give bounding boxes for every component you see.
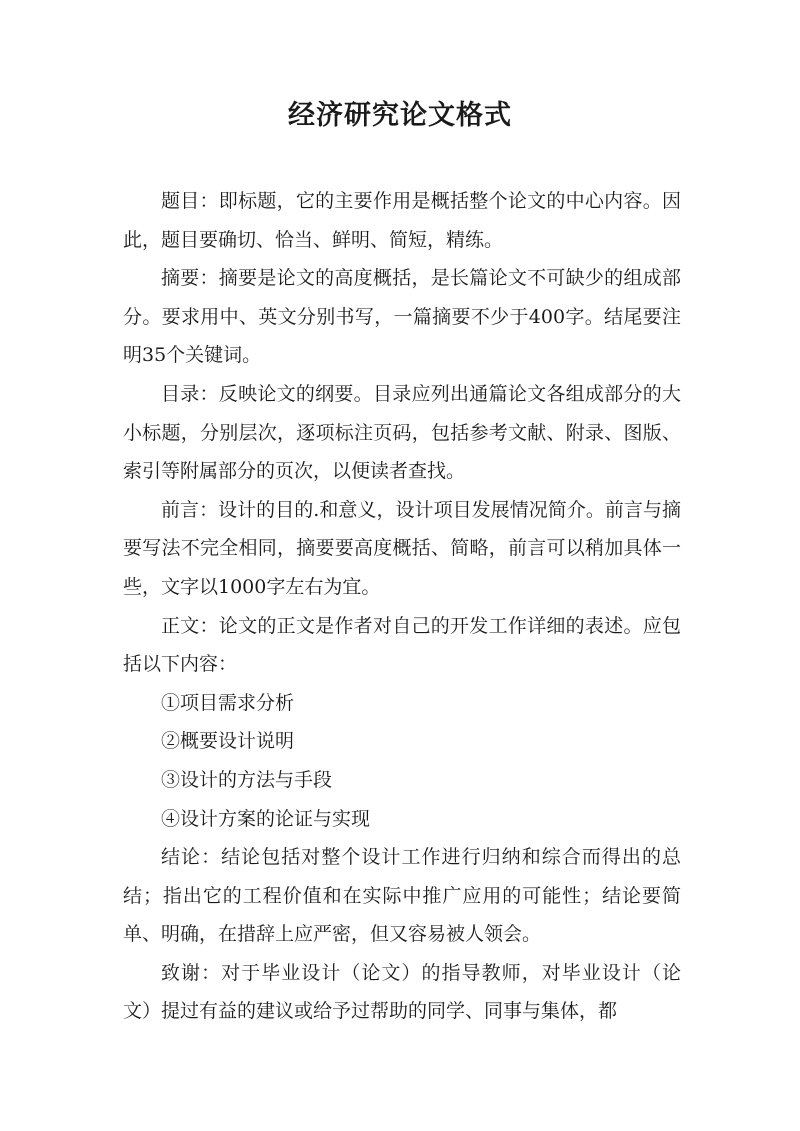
paragraph-abstract-section: 摘要：摘要是论文的高度概括，是长篇论文不可缺少的组成部分。要求用中、英文分别书写，一篇摘要不少于400字。结尾要注明35个关键词。 [123, 267, 681, 367]
paragraph-acknowledgement-section: 致谢：对于毕业设计（论文）的指导教师，对毕业设计（论文）提过有益的建议或给予过帮助的同学、同事与集体，都 [123, 961, 681, 1023]
list-item: ②概要设计说明 [161, 730, 295, 753]
paragraph-conclusion-section: 结论：结论包括对整个设计工作进行归纳和综合而得出的总结；指出它的工程价值和在实际中推广应用的可能性；结论要简单、明确，在措辞上应严密，但又容易被人领会。 [123, 846, 681, 946]
paragraph-contents-section: 目录：反映论文的纲要。目录应列出通篇论文各组成部分的大小标题，分别层次，逐项标注页码，包括参考文献、附录、图版、索引等附属部分的页次，以便读者查找。 [123, 382, 681, 483]
paragraph-main-text-section: 正文：论文的正文是作者对自己的开发工作详细的表述。应包括以下内容： [123, 614, 681, 676]
document-title: 经济研究论文格式 [288, 100, 512, 131]
document-body [123, 182, 681, 1031]
list-item: ①项目需求分析 [161, 691, 295, 714]
paragraph-title-section: 题目：即标题，它的主要作用是概括整个论文的中心内容。因此，题目要确切、恰当、鲜明、简短，精练。 [123, 190, 681, 251]
list-item: ③设计的方法与手段 [161, 768, 333, 791]
paragraph-preface-section: 前言：设计的目的.和意义，设计项目发展情况简介。前言与摘要写法不完全相同，摘要要高度概括、简略，前言可以稍加具体一些，文字以1000字左右为宜。 [123, 498, 681, 598]
list-item: ④设计方案的论证与实现 [161, 807, 371, 830]
